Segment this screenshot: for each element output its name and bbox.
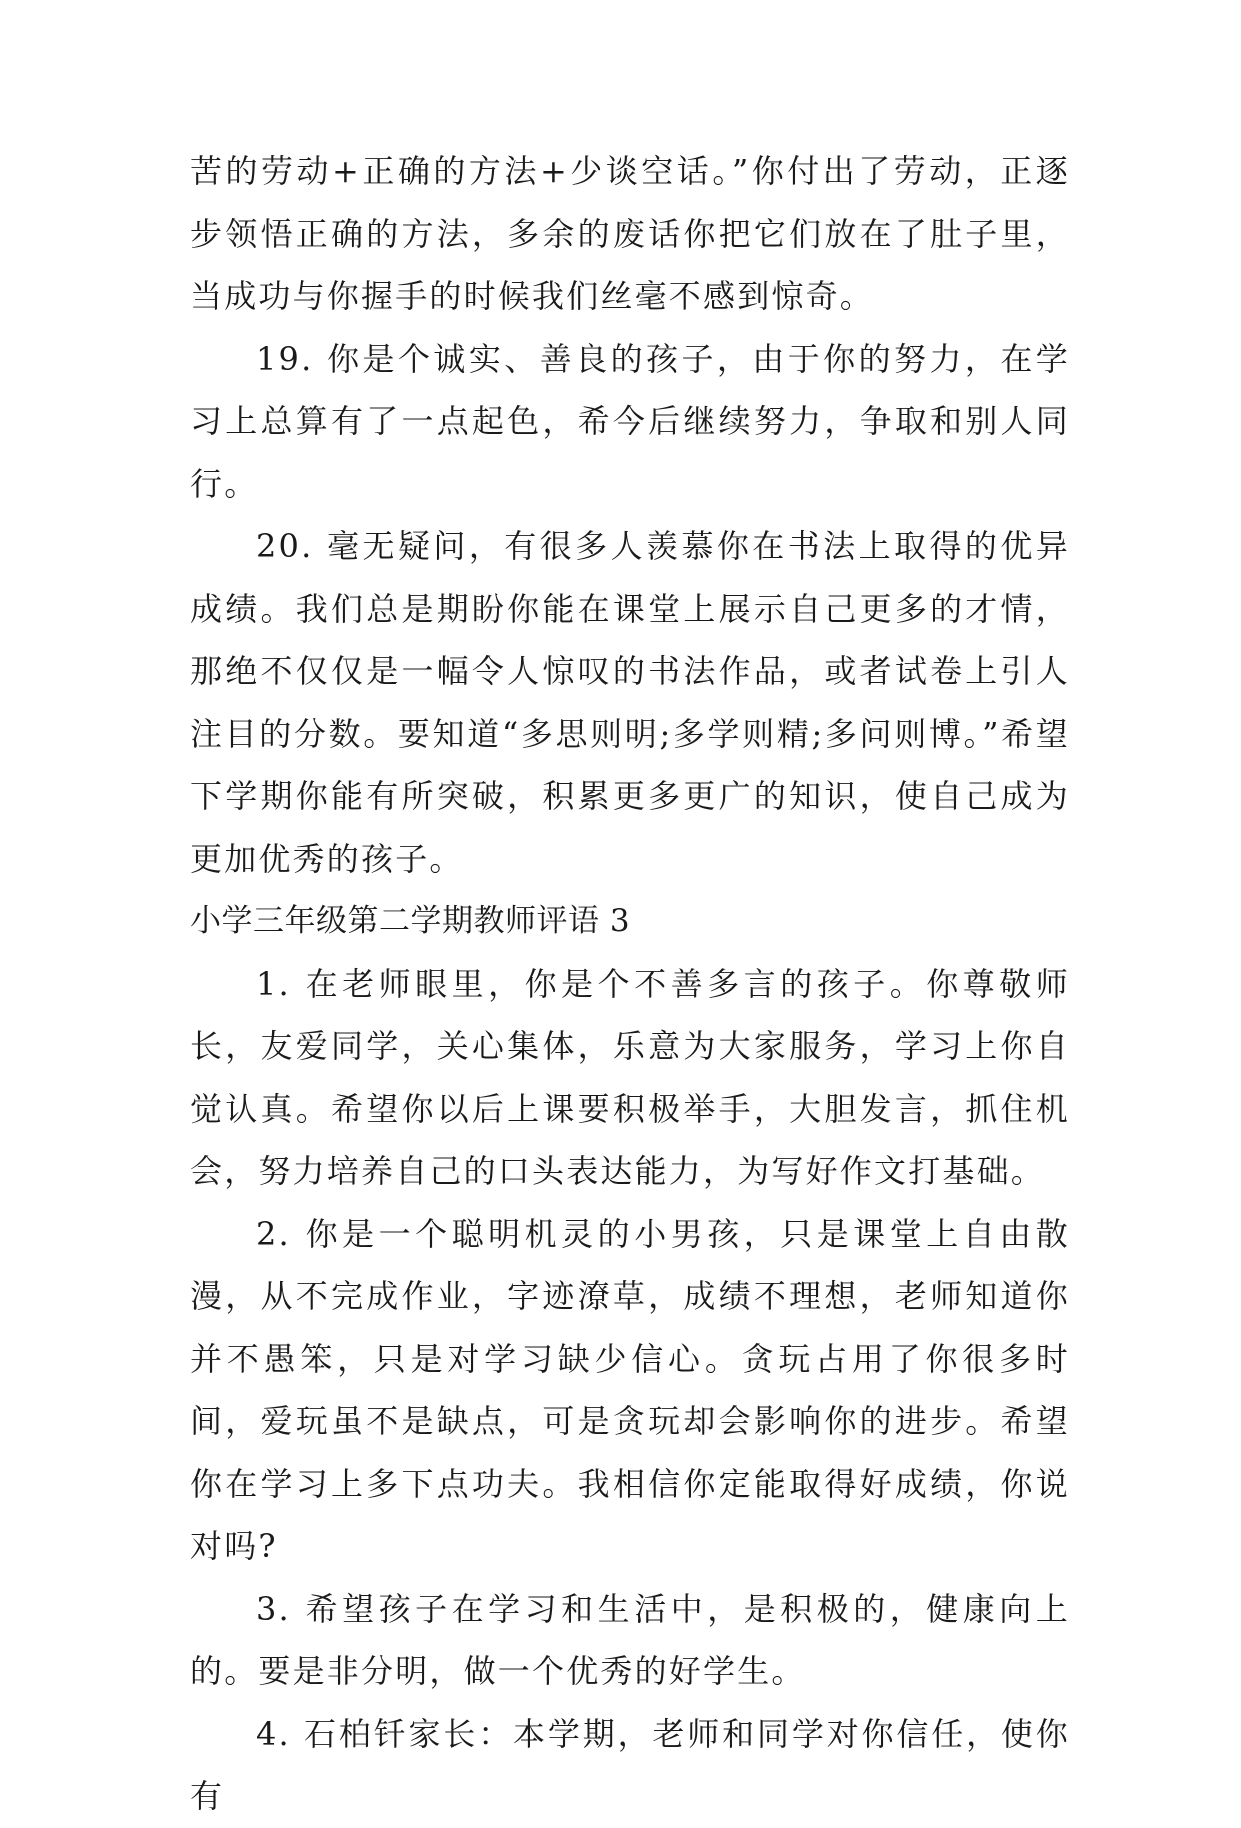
paragraph-item-20: 20. 毫无疑问，有很多人羡慕你在书法上取得的优异成绩。我们总是期盼你能在课堂上展示自己更多的才情，那绝不仅仅是一幅令人惊叹的书法作品，或者试卷上引人注目的分数。要知道“多思则明;多学则精;多问则博。”希望下学期你能有所突破，积累更多更广的知识，使自己成为更加优秀的孩子。 [190,527,1070,878]
section-title: 小学三年级第二学期教师评语 3 [190,903,631,939]
paragraph-s3-item-4: 4. 石柏钎家长：本学期，老师和同学对你信任，使你有 [190,1714,1070,1815]
paragraph-s3-item-3: 3. 希望孩子在学习和生活中，是积极的，健康向上的。要是非分明，做一个优秀的好学生。 [190,1589,1070,1690]
paragraph-item-19: 19. 你是个诚实、善良的孩子，由于你的努力，在学习上总算有了一点起色，希今后继续努力，争取和别人同行。 [190,339,1070,503]
paragraph-continuation: 苦的劳动+正确的方法+少谈空话。”你付出了劳动，正逐步领悟正确的方法，多余的废话你把它们放在了肚子里，当成功与你握手的时候我们丝毫不感到惊奇。 [190,152,1070,315]
paragraph-s3-item-1: 1. 在老师眼里，你是个不善多言的孩子。你尊敬师长，友爱同学，关心集体，乐意为大家服务，学习上你自觉认真。希望你以后上课要积极举手，大胆发言，抓住机会，努力培养自己的口头表达能力，为写好作文打基础。 [190,964,1070,1190]
document-body [190,140,1070,1828]
paragraph-s3-item-2: 2. 你是一个聪明机灵的小男孩，只是课堂上自由散漫，从不完成作业，字迹潦草，成绩不理想，老师知道你并不愚笨，只是对学习缺少信心。贪玩占用了你很多时间，爱玩虽不是缺点，可是贪玩却会影响你的进步。希望你在学习上多下点功夫。我相信你定能取得好成绩，你说对吗? [190,1214,1070,1565]
